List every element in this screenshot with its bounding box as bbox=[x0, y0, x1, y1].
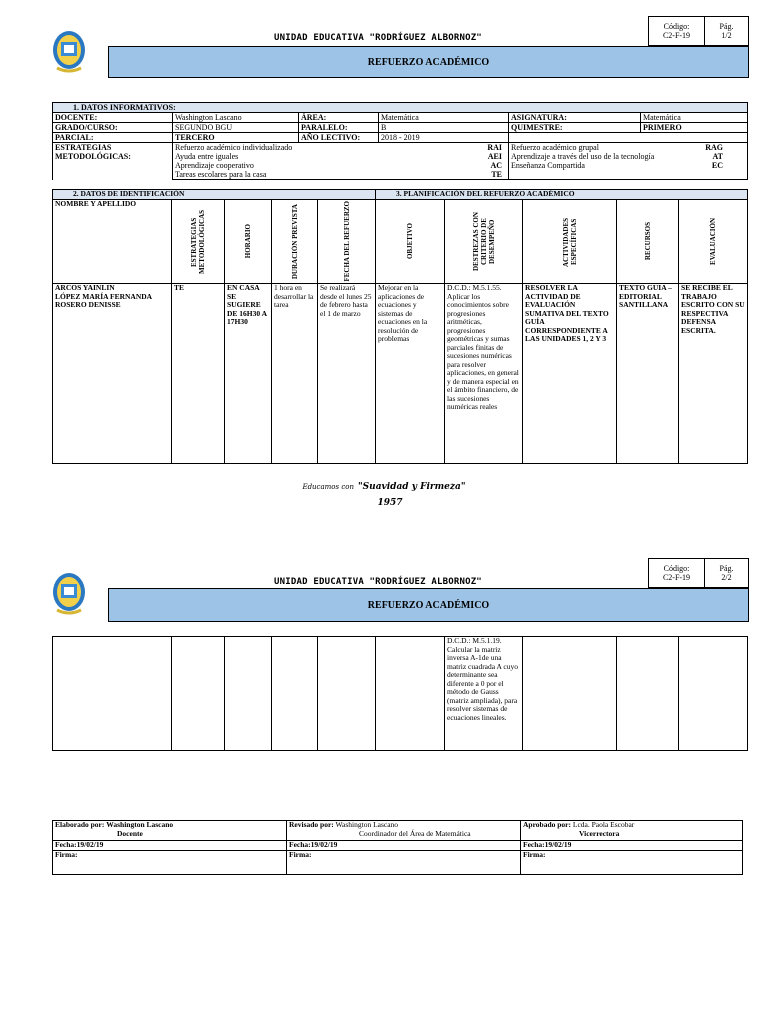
motto-year: 1957 bbox=[377, 498, 403, 508]
actividades-cell: RESOLVER LA ACTIVIDAD DE EVALUACIÓN SUMATIVA DEL TEXTO GUÍA CORRESPONDIENTE A LAS UNIDADES 1, 2 Y 3 bbox=[523, 284, 617, 464]
code-label: Código: bbox=[663, 22, 690, 31]
docente-label: DOCENTE: bbox=[53, 113, 173, 123]
estrategia-cell: TE bbox=[172, 284, 225, 464]
student-name: LÓPEZ MARÍA FERNANDA bbox=[55, 291, 153, 301]
aprobado-cell bbox=[521, 821, 743, 841]
estrategia-code: AC bbox=[490, 161, 502, 170]
firma-elaborado: Firma: bbox=[53, 851, 287, 875]
page-title: REFUERZO ACADÉMICO bbox=[108, 46, 749, 78]
grado-label: GRADO/CURSO: bbox=[53, 123, 173, 133]
estrategia-code: RAI bbox=[487, 143, 502, 152]
aprobado-role: Vicerrectora bbox=[579, 828, 620, 838]
page-box bbox=[705, 16, 749, 46]
horario-cell: EN CASA SE SUGIERE DE 16H30 A 17H30 bbox=[225, 284, 272, 464]
student-name: ROSERO DENISSE bbox=[55, 300, 121, 309]
anio-label: AÑO LECTIVO: bbox=[299, 133, 379, 143]
asignatura-label: ASIGNATURA: bbox=[509, 113, 641, 123]
aprobado-value: Lcda. Paola Escobar bbox=[572, 820, 635, 829]
school-logo bbox=[52, 30, 86, 79]
col-header-duracion: DURACIÓN PREVISTA bbox=[290, 203, 299, 280]
name-column-header: NOMBRE Y APELLIDO bbox=[53, 200, 172, 284]
area-label: ÁREA: bbox=[299, 113, 379, 123]
col-header-actividades: ACTIVIDADES ESPECÍFICAS bbox=[561, 217, 578, 267]
estrategia-code: EC bbox=[711, 161, 724, 170]
code-label: Código: bbox=[663, 564, 690, 573]
signature-table bbox=[52, 820, 742, 875]
school-crest-icon bbox=[52, 30, 86, 74]
plan-continuation bbox=[52, 636, 747, 751]
school-logo bbox=[52, 572, 86, 621]
code-box bbox=[648, 16, 705, 46]
firma-revisado: Firma: bbox=[287, 851, 521, 875]
elaborado-label: Elaborado por: bbox=[55, 820, 105, 829]
col-header-destrezas: DESTREZAS CON CRITERIO DE DESEMPEÑO bbox=[471, 212, 496, 271]
elaborado-role: Docente bbox=[117, 828, 143, 838]
estrategias-left-list bbox=[173, 143, 379, 180]
school-name: UNIDAD EDUCATIVA "RODRÍGUEZ ALBORNOZ" bbox=[274, 33, 482, 43]
aprobado-label: Aprobado por: bbox=[523, 820, 571, 829]
revisado-cell bbox=[287, 821, 521, 841]
table-row bbox=[53, 637, 748, 751]
school-name: UNIDAD EDUCATIVA "RODRÍGUEZ ALBORNOZ" bbox=[274, 577, 482, 587]
code-value: C2-F-19 bbox=[662, 573, 691, 582]
area-value: Matemática bbox=[379, 113, 509, 123]
table-row bbox=[53, 284, 748, 464]
motto-prefix: Educamos con bbox=[302, 483, 354, 491]
destrezas-cell: D.C.D.: M.5.1.19. Calcular la matriz inversa A-1de una matriz cuadrada A cuyo determinante sea diferente a 0 por el método de Gauss (matriz ampliada), para resolver sistemas de ecuaciones lineales. bbox=[445, 637, 523, 751]
paralelo-label: PARALELO: bbox=[299, 123, 379, 133]
page-box bbox=[705, 558, 749, 588]
estrategia-item: Tareas escolares para la casa bbox=[175, 170, 267, 179]
estrategia-code: TE bbox=[491, 170, 502, 179]
firma-aprobado: Firma: bbox=[521, 851, 743, 875]
estrategia-code: RAG bbox=[705, 143, 724, 152]
objetivo-cell: Mejorar en la aplicaciones de ecuaciones y sistemas de ecuaciones en la resolución de problemas bbox=[376, 284, 445, 464]
estrategia-code: AT bbox=[712, 152, 724, 161]
estrategia-item: Ayuda entre iguales bbox=[175, 152, 239, 161]
duracion-cell: 1 hora en desarrollar la tarea bbox=[272, 284, 318, 464]
estrategia-item: Aprendizaje a través del uso de la tecnología bbox=[511, 152, 655, 161]
col-header-objetivo: OBJETIVO bbox=[406, 223, 415, 260]
student-name: ARCOS YAINLIN bbox=[55, 283, 115, 292]
section-planificacion: 3. PLANIFICACIÓN DEL REFUERZO ACADÉMICO bbox=[376, 190, 748, 200]
code-box bbox=[648, 558, 705, 588]
motto-quote: "Suavidad y Firmeza" bbox=[357, 482, 466, 492]
estrategia-code: AEI bbox=[487, 152, 502, 161]
elaborado-value: Washington Lascano bbox=[106, 820, 174, 829]
fecha-cell: Se realizará desde el lunes 25 de febrero hasta el 1 de marzo bbox=[318, 284, 376, 464]
info-section bbox=[52, 102, 747, 180]
col-header-horario: HORARIO bbox=[244, 224, 252, 259]
estrategia-item: Refuerzo académico grupal bbox=[511, 143, 599, 152]
estrategias-left-codes bbox=[379, 143, 509, 180]
anio-value: 2018 - 2019 bbox=[379, 133, 509, 143]
recursos-cell: TEXTO GUIA – EDITORIAL SANTILLANA bbox=[617, 284, 679, 464]
quimestre-label: QUIMESTRE: bbox=[509, 123, 641, 133]
page-label: Pág. bbox=[719, 564, 734, 573]
col-header-recursos: RECURSOS bbox=[643, 222, 652, 261]
quimestre-value: PRIMERO bbox=[641, 123, 748, 133]
docente-value: Washington Lascano bbox=[173, 113, 299, 123]
fecha-aprobado: Fecha:19/02/19 bbox=[521, 841, 743, 851]
page-title: REFUERZO ACADÉMICO bbox=[108, 588, 749, 622]
school-motto bbox=[250, 480, 518, 494]
elaborado-cell bbox=[53, 821, 287, 841]
section-datos-identificacion: 2. DATOS DE IDENTIFICACIÓN bbox=[53, 190, 376, 200]
revisado-value: Washington Lascano bbox=[335, 820, 399, 829]
page-number: 2/2 bbox=[721, 573, 732, 582]
estrategia-item: Enseñanza Compartida bbox=[511, 161, 585, 170]
parcial-value: TERCERO bbox=[173, 133, 299, 143]
fecha-elaborado: Fecha:19/02/19 bbox=[53, 841, 287, 851]
col-header-fecha: FECHA DEL REFUERZO bbox=[342, 201, 351, 282]
destrezas-cell: D.C.D.: M.5.1.55. Aplicar los conocimientos sobre progresiones aritméticas, progresiones geométricas y sumas parciales finitas de sucesiones numéricas para resolver aplicaciones, en general y de manera especial en el ámbito financiero, de las sucesiones numéricas reales bbox=[445, 284, 523, 464]
student-list bbox=[53, 284, 172, 464]
revisado-role: Coordinador del Área de Matemática bbox=[359, 828, 471, 838]
revisado-label: Revisado por: bbox=[289, 820, 334, 829]
fecha-revisado: Fecha:19/02/19 bbox=[287, 841, 521, 851]
code-value: C2-F-19 bbox=[662, 31, 691, 40]
school-crest-icon bbox=[52, 572, 86, 616]
col-header-estrategias: ESTRATEGIAS METODOLÓGICAS bbox=[190, 209, 206, 274]
asignatura-value: Matemática bbox=[641, 113, 748, 123]
plan-section bbox=[52, 189, 747, 464]
estrategia-item: Aprendizaje cooperativo bbox=[175, 161, 254, 170]
parcial-label: PARCIAL: bbox=[53, 133, 173, 143]
estrategias-label: ESTRATEGIAS METODOLÓGICAS: bbox=[53, 143, 173, 180]
grado-value: SEGUNDO BGU bbox=[173, 123, 299, 133]
section-datos-informativos: 1. DATOS INFORMATIVOS: bbox=[53, 103, 748, 113]
col-header-evaluacion: EVALUACIÓN bbox=[709, 218, 718, 265]
page-label: Pág. bbox=[719, 22, 734, 31]
evaluacion-cell: SE RECIBE EL TRABAJO ESCRITO CON SU RESPECTIVA DEFENSA ESCRITA. bbox=[679, 284, 748, 464]
paralelo-value: B bbox=[379, 123, 509, 133]
estrategia-item: Refuerzo académico individualizado bbox=[175, 143, 293, 152]
estrategias-right-list bbox=[509, 143, 748, 180]
page-number: 1/2 bbox=[721, 31, 732, 40]
